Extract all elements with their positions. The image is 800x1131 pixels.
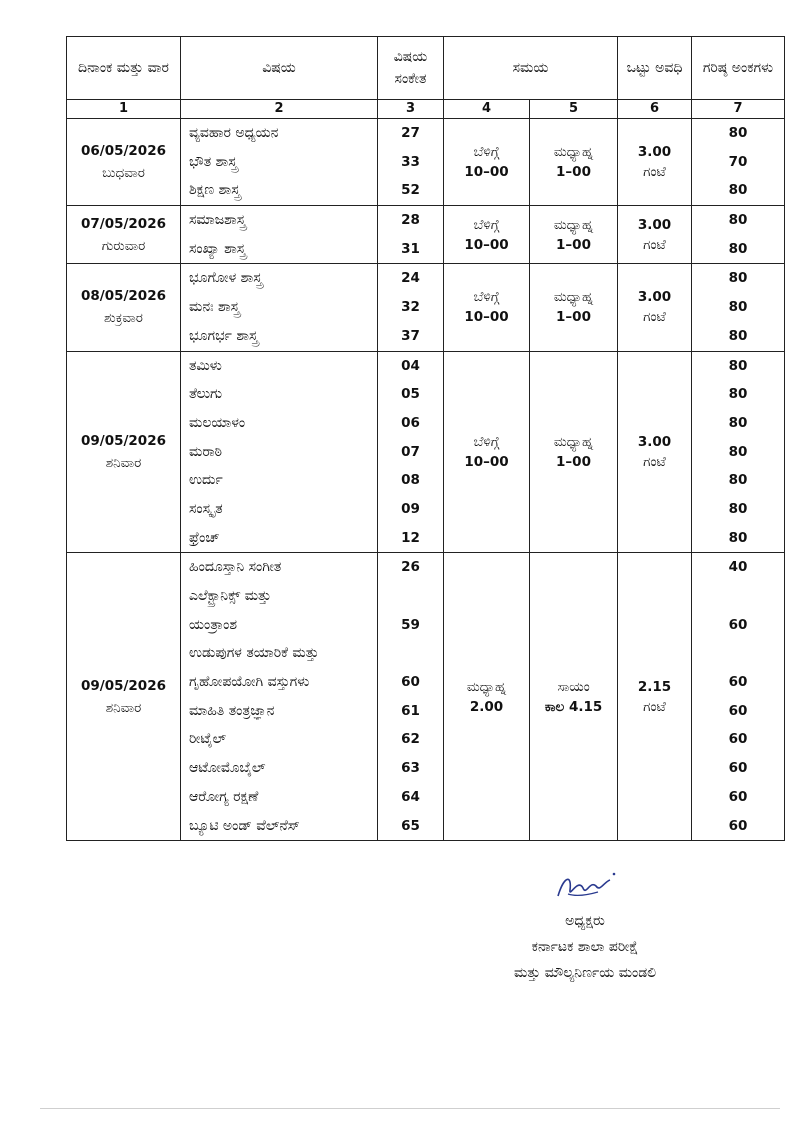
subject-code: 24: [401, 270, 420, 287]
subject-code: 26: [401, 559, 420, 576]
end-time-value: 1–00: [556, 164, 591, 181]
code-list: [378, 206, 444, 264]
exam-timetable: [66, 36, 784, 841]
table-row: [67, 206, 785, 264]
footer-divider: [40, 1108, 780, 1109]
subject-name: ಸಂಖ್ಯಾ ಶಾಸ್ತ್ರ: [189, 240, 246, 257]
subject-code: 31: [401, 240, 420, 257]
subject-list: [181, 264, 378, 351]
end-time-cell: [530, 206, 618, 264]
subject-max-marks: 60: [728, 731, 748, 748]
subject-name: ಉರ್ದು: [189, 472, 223, 489]
marks-list: [692, 119, 785, 206]
date-cell: [67, 264, 181, 351]
subject-name: ಮರಾಠಿ: [189, 443, 223, 460]
marks-list: [692, 351, 785, 553]
subject-code: [378, 639, 443, 668]
subject-code: 60: [401, 674, 420, 691]
subject-max-marks: 80: [728, 386, 748, 403]
duration-unit: ಗಂಟೆ: [643, 236, 666, 253]
code-list: [378, 119, 444, 206]
subject-name: ವ್ಯವಹಾರ ಅಧ್ಯಯನ: [189, 125, 279, 141]
subject-code: 61: [401, 702, 420, 719]
subject-max-marks: 60: [728, 674, 748, 691]
subject-code: 65: [401, 817, 420, 834]
duration-value: 2.15: [637, 678, 672, 695]
timetable-table: [66, 36, 785, 841]
date-cell: [67, 206, 181, 264]
duration-cell: [618, 264, 692, 351]
code-list: [378, 351, 444, 553]
subject-max-marks: [692, 582, 784, 611]
duration-value: 3.00: [637, 216, 672, 233]
column-number: 3: [378, 100, 444, 119]
subject-code: 07: [401, 443, 420, 460]
start-time-label: ಬೆಳಿಗ್ಗೆ: [473, 433, 500, 450]
subject-max-marks: 80: [728, 240, 748, 257]
subject-code: 27: [401, 125, 420, 141]
end-time-value: 1–00: [556, 309, 591, 326]
subject-code: 32: [401, 299, 420, 316]
subject-max-marks: 80: [728, 443, 748, 460]
column-number: 6: [618, 100, 692, 119]
end-time-label: ಸಾಯಂ: [557, 678, 590, 695]
column-number: 1: [67, 100, 181, 119]
subject-list: [181, 553, 378, 841]
subject-name: ಬ್ಯೂಟಿ ಅಂಡ್ ವೆಲ್‌ನೆಸ್: [189, 817, 300, 834]
end-time-label: ಮಧ್ಯಾಹ್ನ: [553, 289, 594, 306]
exam-day: ಶನಿವಾರ: [105, 454, 142, 471]
subject-name: ಯಂತ್ರಾಂಶ: [189, 616, 238, 633]
duration-unit: ಗಂಟೆ: [643, 453, 666, 470]
subject-max-marks: 80: [728, 125, 748, 141]
subject-list: [181, 119, 378, 206]
header-duration: ಒಟ್ಟು ಅವಧಿ: [618, 37, 692, 100]
start-time-value: 10–00: [464, 453, 509, 470]
column-number: 4: [444, 100, 530, 119]
subject-code: 12: [401, 529, 420, 546]
marks-list: [692, 264, 785, 351]
code-list: [378, 553, 444, 841]
duration-cell: [618, 206, 692, 264]
start-time-value: 10–00: [464, 309, 509, 326]
subject-code: 62: [401, 731, 420, 748]
subject-name: ಆರೋಗ್ಯ ರಕ್ಷಣೆ: [189, 788, 259, 805]
duration-value: 3.00: [637, 433, 672, 450]
end-time-cell: [530, 264, 618, 351]
marks-list: [692, 206, 785, 264]
exam-day: ಬುಧವಾರ: [102, 165, 145, 182]
subject-max-marks: 80: [728, 472, 748, 489]
subject-name: ಮನಃ ಶಾಸ್ತ್ರ: [189, 299, 240, 316]
subject-max-marks: 80: [728, 299, 748, 316]
date-cell: [67, 351, 181, 553]
subject-name: ಗೃಹೋಪಯೋಗಿ ವಸ್ತುಗಳು: [189, 674, 310, 691]
subject-name: ಮಾಹಿತಿ ತಂತ್ರಜ್ಞಾನ: [189, 702, 275, 719]
signatory-title: ಅಧ್ಯಕ್ಷರು: [565, 913, 605, 929]
header-time: ಸಮಯ: [444, 37, 618, 100]
subject-code: 05: [401, 386, 420, 403]
header-max-marks: ಗರಿಷ್ಠ ಅಂಕಗಳು: [692, 37, 785, 100]
subject-code: 64: [401, 788, 420, 805]
end-time-label: ಮಧ್ಯಾಹ್ನ: [553, 216, 594, 233]
subject-name: ಸಂಸ್ಕೃತ: [189, 500, 223, 517]
subject-name: ಭೌತ ಶಾಸ್ತ್ರ: [189, 153, 238, 170]
duration-value: 3.00: [637, 144, 672, 161]
start-time-label: ಬೆಳಿಗ್ಗೆ: [473, 216, 500, 233]
subject-name: ತೆಲುಗು: [189, 386, 223, 403]
column-number: 2: [181, 100, 378, 119]
exam-date: 06/05/2026: [80, 143, 166, 160]
subject-name: ಹಿಂದೂಸ್ತಾನಿ ಸಂಗೀತ: [189, 559, 282, 576]
duration-unit: ಗಂಟೆ: [643, 698, 666, 715]
table-row: [67, 264, 785, 351]
subject-max-marks: 80: [728, 270, 748, 287]
table-row: [67, 553, 785, 841]
start-time-cell: [444, 264, 530, 351]
exam-date: 09/05/2026: [80, 432, 166, 449]
subject-name: ಶಿಕ್ಷಣ ಶಾಸ್ತ್ರ: [189, 182, 241, 199]
end-time-cell: [530, 553, 618, 841]
subject-list: [181, 351, 378, 553]
exam-date: 08/05/2026: [80, 288, 166, 305]
subject-name: ಸಮಾಜಶಾಸ್ತ್ರ: [189, 212, 246, 229]
end-time-value: 1–00: [556, 453, 591, 470]
subject-max-marks: 80: [728, 327, 748, 344]
subject-max-marks: 80: [728, 182, 748, 199]
exam-day: ಶುಕ್ರವಾರ: [104, 310, 143, 327]
subject-code: 09: [401, 500, 420, 517]
signatory-org-line2: ಮತ್ತು ಮೌಲ್ಯನಿರ್ಣಯ ಮಂಡಲಿ: [513, 965, 657, 981]
subject-max-marks: 80: [728, 529, 748, 546]
subject-code: 28: [401, 212, 420, 229]
signature-scribble: [550, 866, 620, 906]
duration-cell: [618, 351, 692, 553]
start-time-label: ಬೆಳಿಗ್ಗೆ: [473, 289, 500, 306]
subject-code: 04: [401, 357, 420, 374]
marks-list: [692, 553, 785, 841]
subject-code: 59: [401, 616, 420, 633]
subject-max-marks: 60: [728, 788, 748, 805]
duration-cell: [618, 553, 692, 841]
start-time-cell: [444, 553, 530, 841]
end-time-label: ಮಧ್ಯಾಹ್ನ: [553, 433, 594, 450]
table-row: [67, 351, 785, 553]
duration-unit: ಗಂಟೆ: [643, 164, 666, 181]
column-number: 7: [692, 100, 785, 119]
table-row: [67, 119, 785, 206]
end-time-value: 1–00: [556, 236, 591, 253]
subject-code: 52: [401, 182, 420, 199]
subject-code: 06: [401, 414, 420, 431]
subject-max-marks: 80: [728, 414, 748, 431]
header-row: [67, 37, 785, 100]
subject-name: ರೀಟೈಲ್: [189, 731, 227, 748]
subject-max-marks: 60: [728, 760, 748, 777]
subject-name: ಎಲೆಕ್ಟ್ರಾನಿಕ್ಸ್ ಮತ್ತು: [189, 588, 272, 604]
subject-max-marks: 80: [728, 357, 748, 374]
subject-list: [181, 206, 378, 264]
subject-name: ಭೂಗೋಳ ಶಾಸ್ತ್ರ: [189, 270, 263, 287]
duration-cell: [618, 119, 692, 206]
date-cell: [67, 119, 181, 206]
subject-code: 37: [401, 327, 420, 344]
subject-max-marks: 70: [728, 153, 748, 170]
header-date-day: ದಿನಾಂಕ ಮತ್ತು ವಾರ: [67, 37, 181, 100]
exam-date: 07/05/2026: [80, 215, 166, 232]
subject-name: ಫ್ರೆಂಚ್: [189, 529, 220, 546]
start-time-value: 10–00: [464, 236, 509, 253]
subject-code: 33: [401, 153, 420, 170]
column-number-row: [67, 100, 785, 119]
subject-max-marks: [692, 639, 784, 668]
subject-code: [378, 582, 443, 611]
exam-day: ಗುರುವಾರ: [101, 237, 146, 254]
start-time-cell: [444, 351, 530, 553]
header-code: ವಿಷಯ ಸಂಕೇತ: [378, 37, 444, 100]
subject-code: 63: [401, 760, 420, 777]
duration-unit: ಗಂಟೆ: [643, 309, 666, 326]
subject-name: ಉಡುಪುಗಳ ತಯಾರಿಕೆ ಮತ್ತು: [189, 645, 319, 662]
exam-day: ಶನಿವಾರ: [105, 699, 142, 716]
subject-max-marks: 80: [728, 500, 748, 517]
code-list: [378, 264, 444, 351]
start-time-label: ಬೆಳಿಗ್ಗೆ: [473, 144, 500, 161]
subject-name: ಭೂಗರ್ಭ ಶಾಸ್ತ್ರ: [189, 327, 258, 344]
header-subject: ವಿಷಯ: [181, 37, 378, 100]
start-time-cell: [444, 206, 530, 264]
subject-max-marks: 80: [728, 212, 748, 229]
subject-max-marks: 60: [728, 817, 748, 834]
exam-date: 09/05/2026: [80, 677, 166, 694]
subject-name: ಮಲಯಾಳಂ: [189, 414, 246, 431]
start-time-cell: [444, 119, 530, 206]
start-time-value: 2.00: [469, 698, 504, 715]
start-time-label: ಮಧ್ಯಾಹ್ನ: [466, 678, 507, 695]
end-time-cell: [530, 119, 618, 206]
signature-block: [470, 866, 700, 986]
start-time-value: 10–00: [464, 164, 509, 181]
signatory-org-line1: ಕರ್ನಾಟಕ ಶಾಲಾ ಪರೀಕ್ಷೆ: [531, 939, 639, 955]
column-number: 5: [530, 100, 618, 119]
end-time-label: ಮಧ್ಯಾಹ್ನ: [553, 144, 594, 161]
subject-max-marks: 60: [728, 702, 748, 719]
subject-max-marks: 60: [728, 616, 748, 633]
subject-name: ಆಟೋಮೊಬೈಲ್: [189, 760, 266, 777]
end-time-cell: [530, 351, 618, 553]
subject-name: ತಮಿಳು: [189, 357, 222, 374]
subject-code: 08: [401, 472, 420, 489]
duration-value: 3.00: [637, 289, 672, 306]
date-cell: [67, 553, 181, 841]
end-time-value: ಕಾಲ 4.15: [544, 698, 603, 715]
subject-max-marks: 40: [728, 559, 748, 576]
